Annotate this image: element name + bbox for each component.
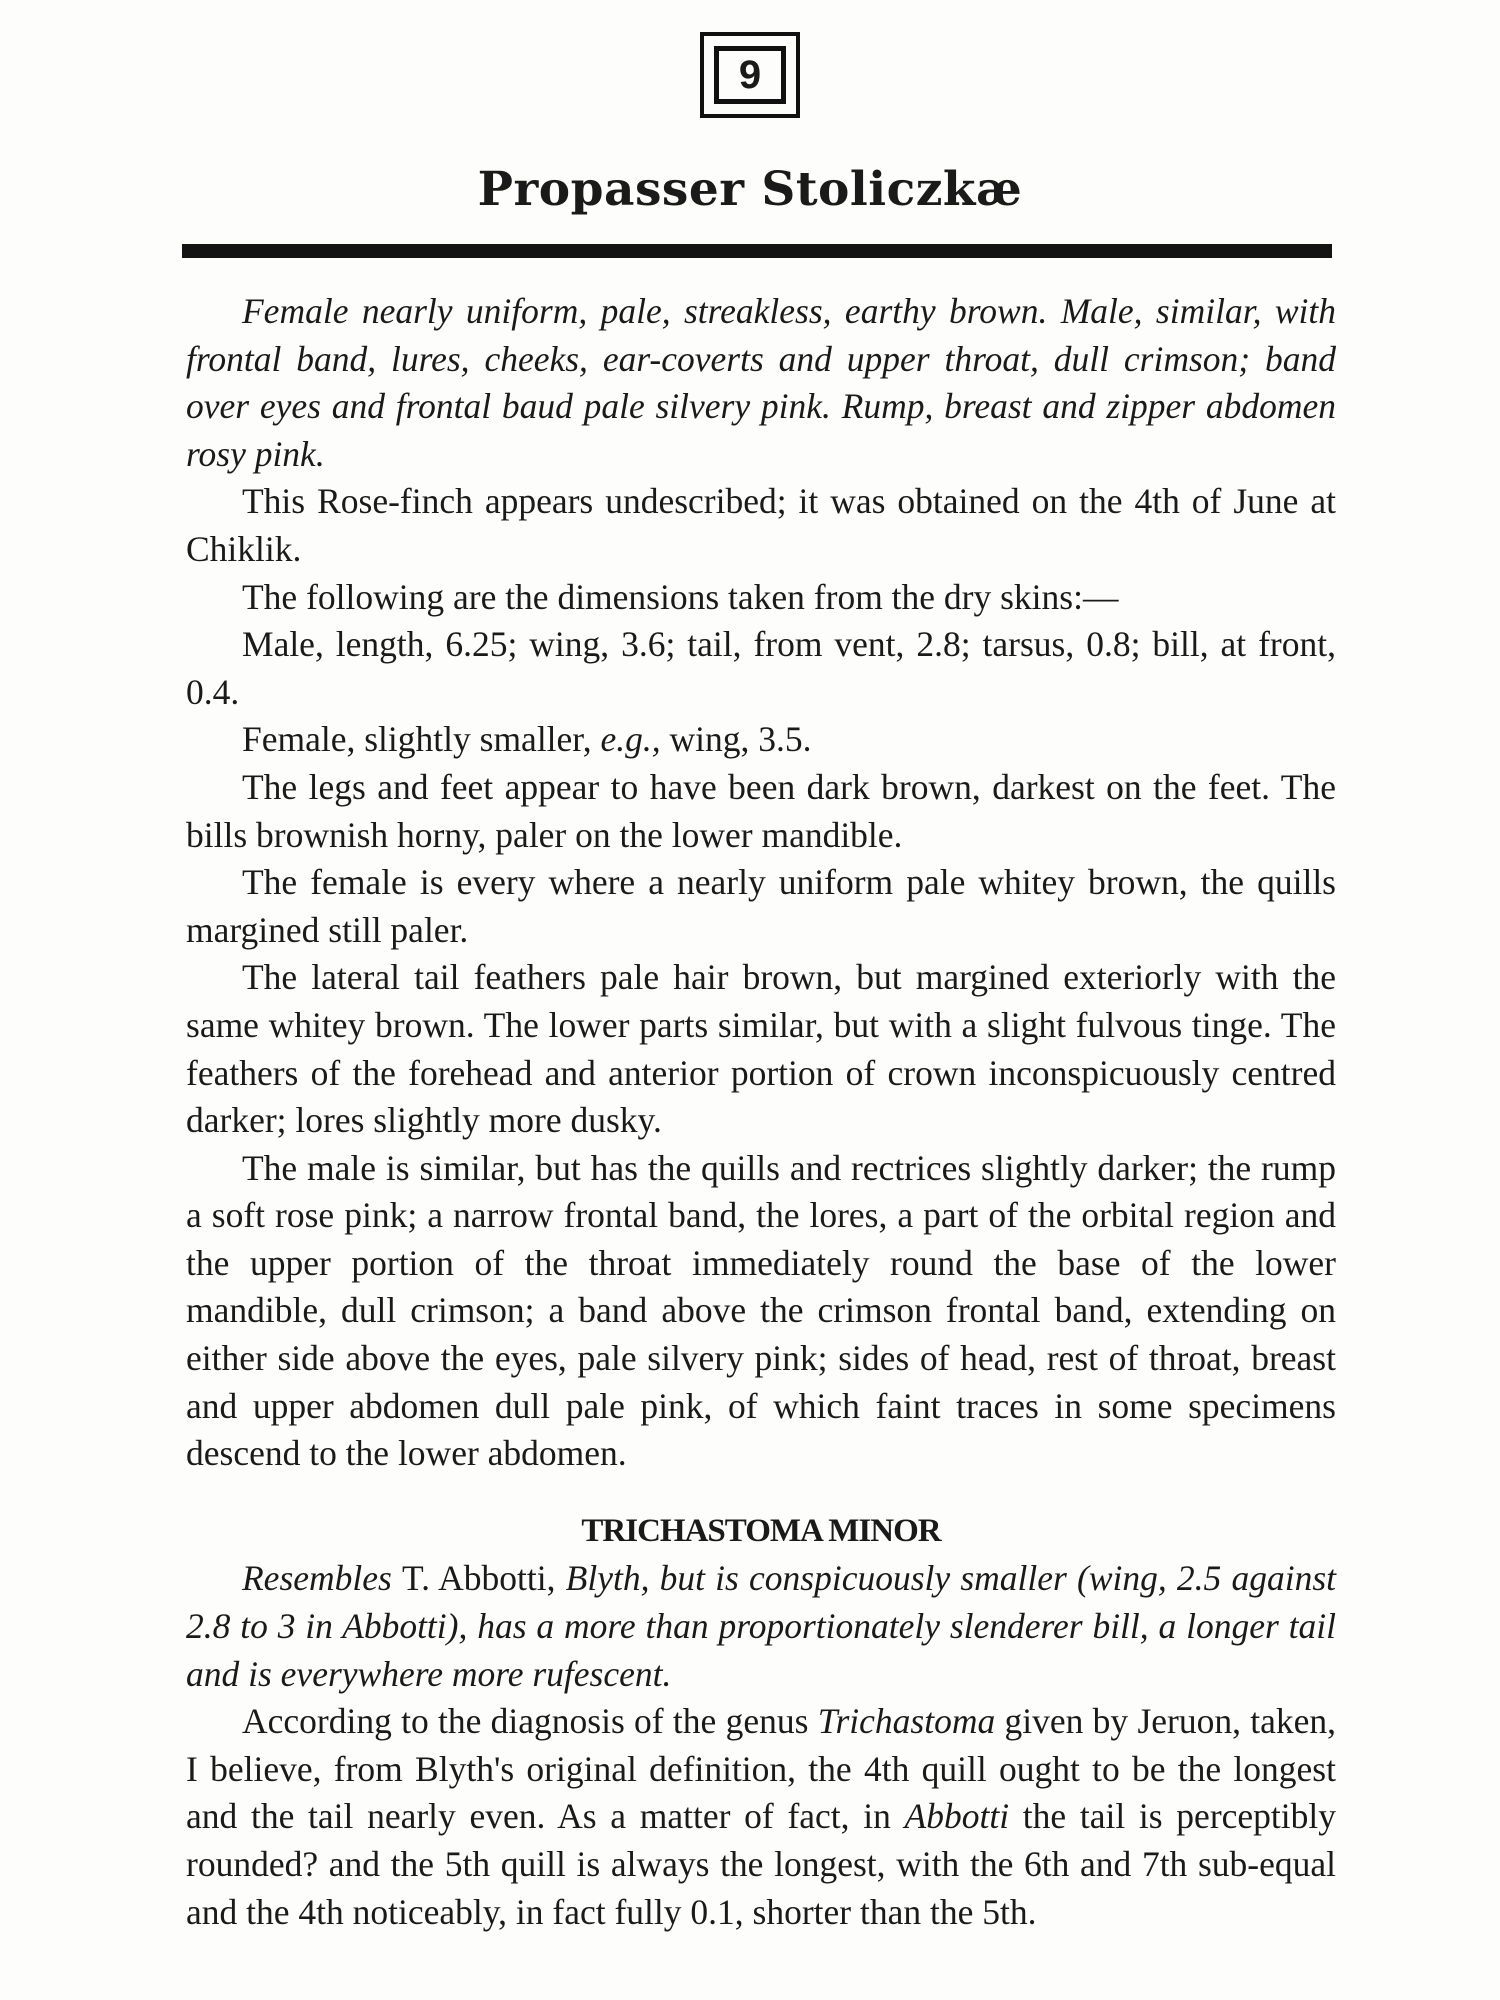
title-rule <box>182 244 1332 258</box>
text-run: Blyth, but is conspicuously smaller (wing, 2.5 against 2.8 to 3 in Abbotti), has a more than proportionately slenderer bill, a longer tail and is everywhere more rufescent. <box>186 1558 1336 1694</box>
text-run-italic: Abbotti <box>904 1796 1010 1837</box>
text-run-italic: Trichastoma <box>817 1701 996 1742</box>
paragraph: The female is every where a nearly uniform pale whitey brown, the quills margined still paler. <box>186 862 1336 950</box>
species-diagnosis <box>186 1555 1336 1698</box>
section-heading: TRICHASTOMA MINOR <box>581 1512 941 1549</box>
paragraph: This Rose-finch appears undescribed; it was obtained on the 4th of June at Chiklik. <box>186 481 1336 569</box>
text-run: According to the diagnosis of the genus <box>242 1701 818 1742</box>
paragraph: The lateral tail feathers pale hair brown, but margined exteriorly with the same whitey brown. The lower parts similar, but with a slight fulvous tinge. The feathers of the forehead and anterior portion of crown inconspicuously centred darker; lores slightly more dusky. <box>186 957 1336 1141</box>
paragraph: The legs and feet appear to have been dark brown, darkest on the feet. The bills brownish horny, paler on the lower mandible. <box>186 766 1336 855</box>
paragraph: The following are the dimensions taken from the dry skins:— <box>242 576 1119 617</box>
text-run: wing, 3.5. <box>660 719 812 760</box>
page-title: Propasser Stoliczkæ <box>477 162 1023 217</box>
text-run: given by Jeruon, taken, I believe, from Blyth's original definition, the 4th quill ought to be the longest and the tail nearly even. As a matter of fact, in <box>186 1701 1337 1837</box>
text-run-italic: e.g., <box>600 719 661 760</box>
chapter-number-box <box>700 32 800 118</box>
paragraph <box>186 1698 1336 1936</box>
text-run: Resembles <box>242 1558 403 1599</box>
paragraph: The male is similar, but has the quills and rectrices slightly darker; the rump a soft rose pink; a narrow frontal band, the lores, a part of the orbital region and the upper portion of the throat immediately round the base of the lower mandible, dull crimson; a band above the crimson frontal band, extending on either side above the eyes, pale silvery pink; sides of head, rest of throat, breast and upper abdomen dull pale pink, of which faint traces in some specimens descend to the lower abdomen. <box>186 1147 1336 1474</box>
text-run: the tail is perceptibly rounded? and the 5th quill is always the longest, with the 6th and 7th sub-equal and the 4th noticeably, in fact fully 0.1, shorter than the 5th. <box>186 1796 1336 1932</box>
text-run: Female, slightly smaller, <box>242 719 601 760</box>
paragraph <box>186 716 1336 764</box>
species-diagnosis: Female nearly uniform, pale, streakless, earthy brown. Male, similar, with frontal band, lures, cheeks, ear-coverts and upper throat, dull crimson; band over eyes and frontal baud pale silvery pink. Rump, breast and zipper abdomen rosy pink. <box>186 291 1336 474</box>
paragraph: Male, length, 6.25; wing, 3.6; tail, from vent, 2.8; tarsus, 0.8; bill, at front, 0.4. <box>186 624 1336 712</box>
chapter-number: 9 <box>714 46 786 104</box>
body-text <box>186 288 1336 1936</box>
text-run-roman: T. Abbotti, <box>402 1558 556 1599</box>
